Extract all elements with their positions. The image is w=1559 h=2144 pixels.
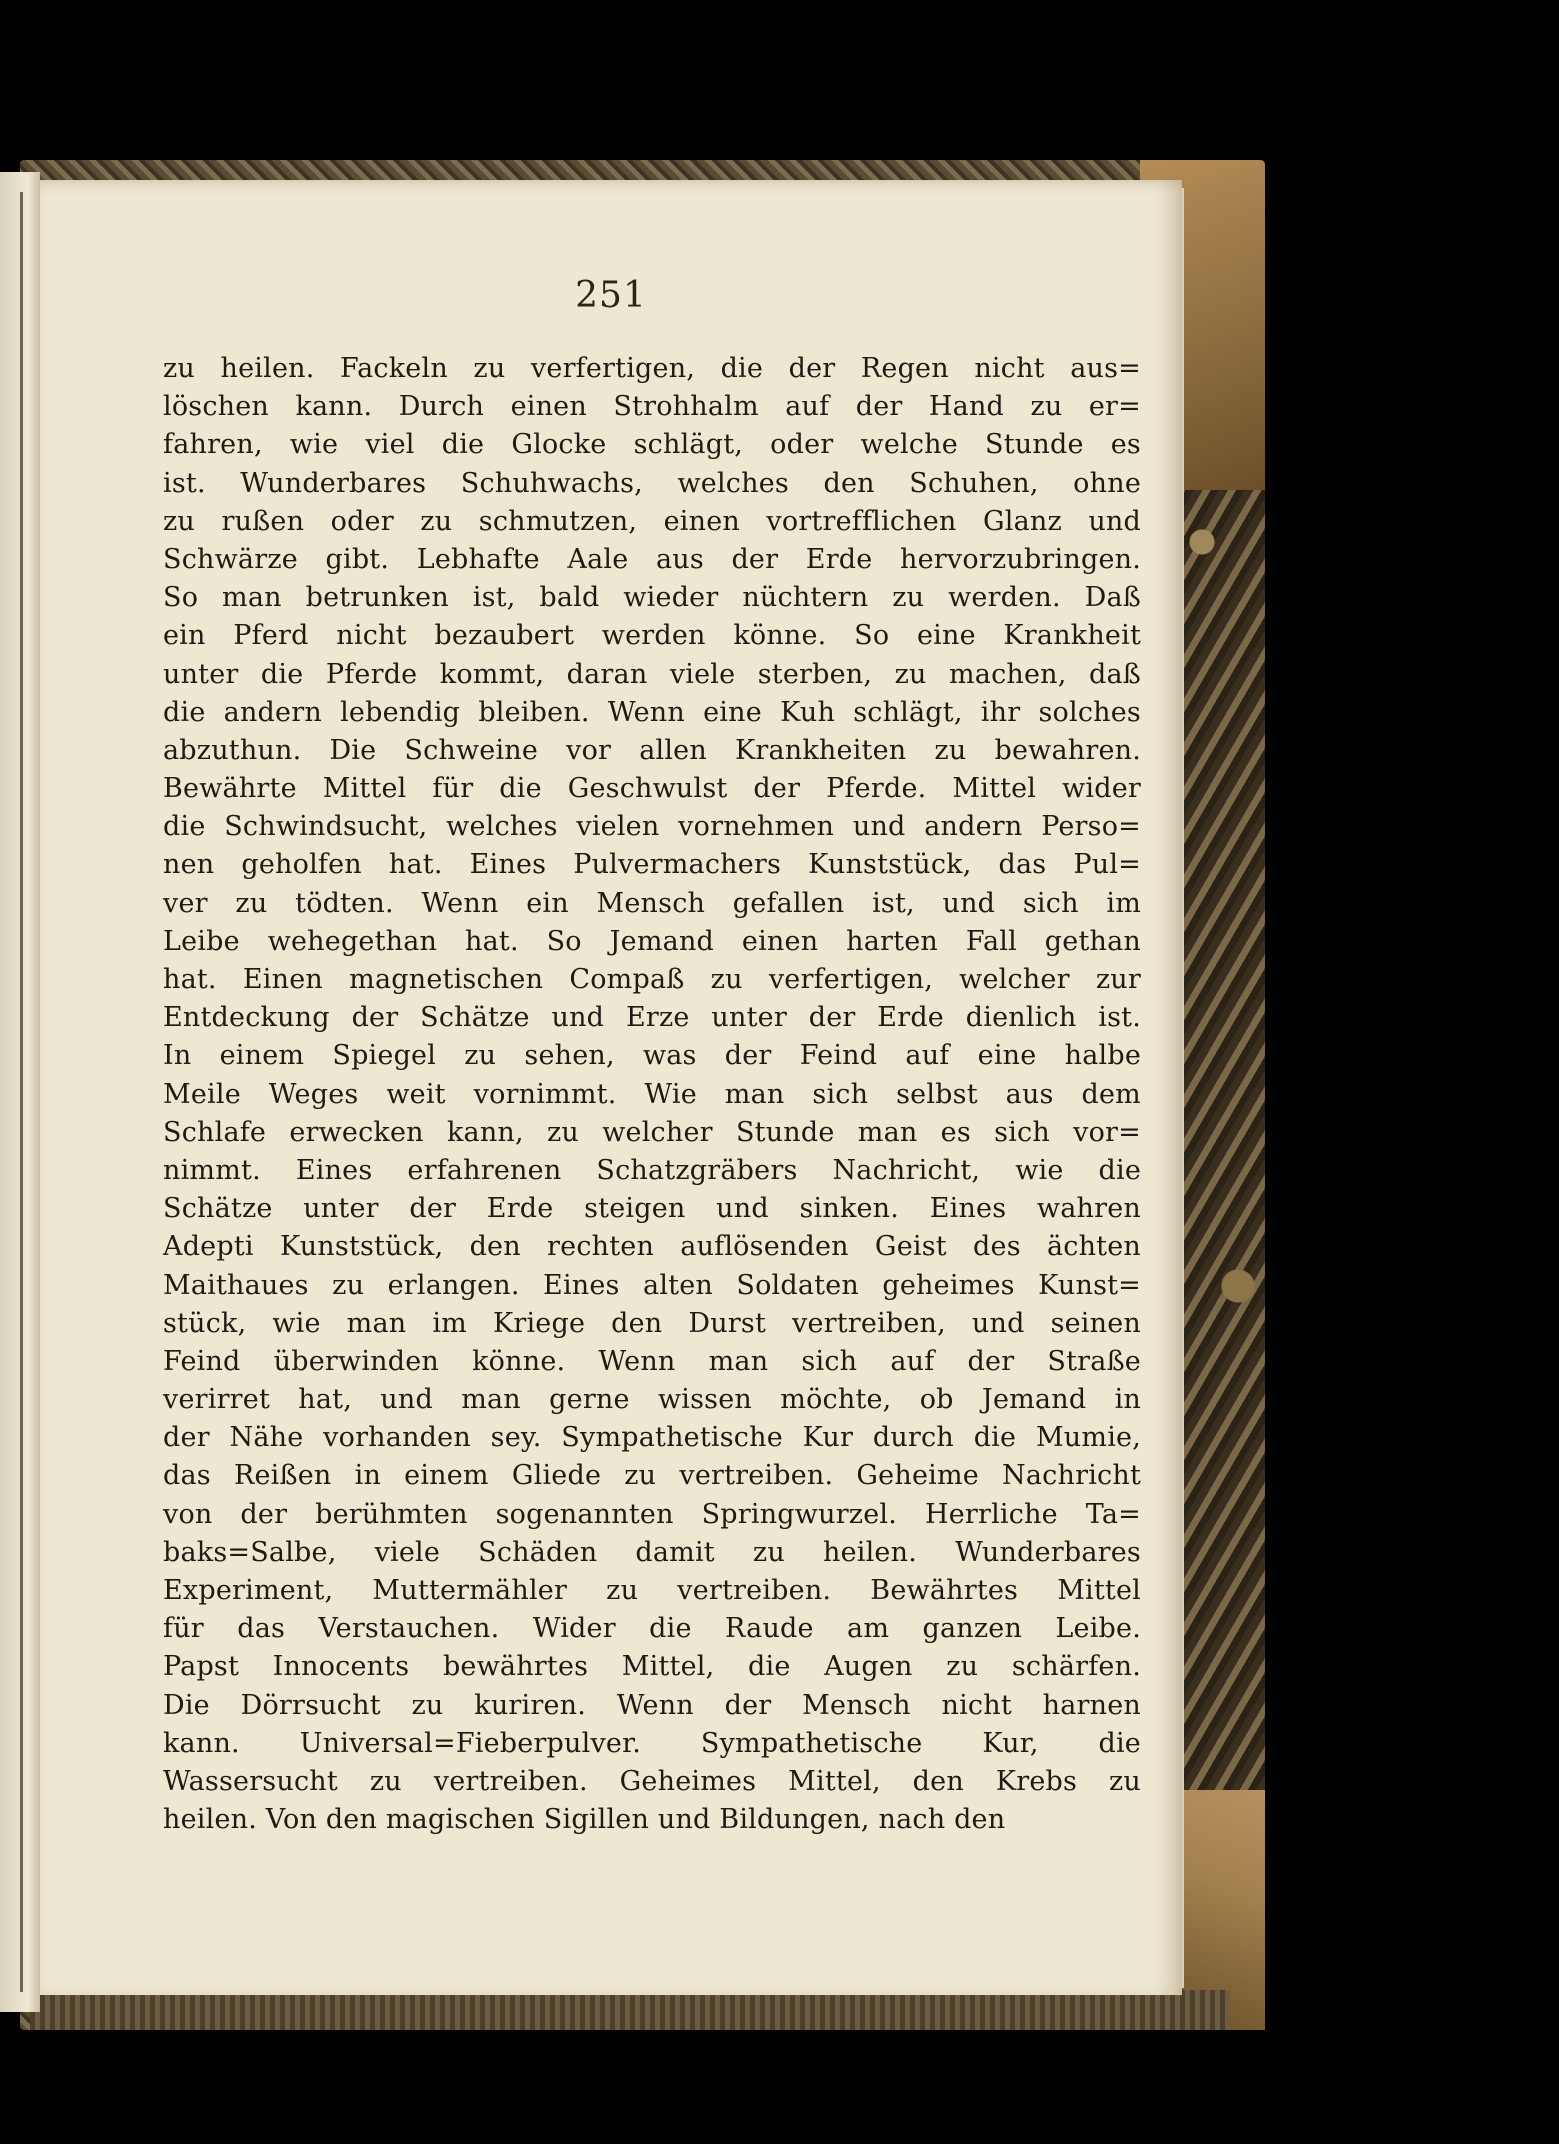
- text-line: löschen kann. Durch einen Strohhalm auf der Hand zu er=: [163, 391, 1141, 423]
- text-line: unter die Pferde kommt, daran viele sterben, zu machen, daß: [163, 658, 1141, 690]
- text-line: In einem Spiegel zu sehen, was der Feind auf eine halbe: [163, 1040, 1141, 1072]
- text-line: Meile Weges weit vornimmt. Wie man sich selbst aus dem: [163, 1078, 1141, 1110]
- text-line: hat. Einen magnetischen Compaß zu verfertigen, welcher zur: [163, 964, 1141, 995]
- text-line: ein Pferd nicht bezaubert werden könne. So eine Krankheit: [163, 620, 1141, 652]
- text-line: Schlafe erwecken kann, zu welcher Stunde man es sich vor=: [163, 1116, 1141, 1148]
- text-line: verirret hat, und man gerne wissen möchte, ob Jemand in: [163, 1384, 1141, 1416]
- cover-bottom-edge: [30, 1990, 1230, 2030]
- text-line: ver zu tödten. Wenn ein Mensch gefallen ist, und sich im: [163, 887, 1141, 919]
- text-line: Wassersucht zu vertreiben. Geheimes Mittel, den Krebs zu: [163, 1765, 1141, 1797]
- text-line: Die Dörrsucht zu kuriren. Wenn der Mensch nicht harnen: [163, 1689, 1141, 1721]
- text-line: Feind überwinden könne. Wenn man sich auf der Straße: [163, 1345, 1141, 1377]
- text-line: zu rußen oder zu schmutzen, einen vortrefflichen Glanz und: [163, 505, 1141, 537]
- page-number: 251: [575, 275, 647, 316]
- text-line: kann. Universal=Fieberpulver. Sympathetische Kur, die: [163, 1727, 1141, 1759]
- text-line: stück, wie man im Kriege den Durst vertreiben, und seinen: [163, 1307, 1141, 1339]
- text-line: Adepti Kunststück, den rechten auflösenden Geist des ächten: [163, 1231, 1141, 1263]
- text-line: Schätze unter der Erde steigen und sinken. Eines wahren: [163, 1193, 1141, 1225]
- text-line: die andern lebendig bleiben. Wenn eine Kuh schlägt, ihr solches: [163, 696, 1141, 728]
- text-line: für das Verstauchen. Wider die Raude am ganzen Leibe.: [163, 1613, 1141, 1645]
- text-line: fahren, wie viel die Glocke schlägt, oder welche Stunde es: [163, 429, 1141, 461]
- text-line: Leibe wehegethan hat. So Jemand einen harten Fall gethan: [163, 925, 1141, 957]
- text-line: Maithaues zu erlangen. Eines alten Soldaten geheimes Kunst=: [163, 1269, 1141, 1301]
- body-text: [163, 350, 1141, 1839]
- text-line: Schwärze gibt. Lebhafte Aale aus der Erde hervorzubringen.: [163, 543, 1141, 575]
- text-line: heilen. Von den magischen Sigillen und Bildungen, nach den: [163, 1804, 1006, 1836]
- text-line: Papst Innocents bewährtes Mittel, die Augen zu schärfen.: [163, 1651, 1141, 1683]
- text-line: nen geholfen hat. Eines Pulvermachers Kunststück, das Pul=: [163, 849, 1141, 881]
- text-line: von der berühmten sogenannten Springwurzel. Herrliche Ta=: [163, 1498, 1141, 1530]
- text-line: das Reißen in einem Gliede zu vertreiben. Geheime Nachricht: [163, 1460, 1141, 1492]
- text-line: zu heilen. Fackeln zu verfertigen, die der Regen nicht aus=: [163, 353, 1141, 384]
- text-line: abzuthun. Die Schweine vor allen Krankheiten zu bewahren.: [163, 734, 1141, 766]
- text-line: ist. Wunderbares Schuhwachs, welches den Schuhen, ohne: [163, 467, 1141, 499]
- text-line: Experiment, Muttermähler zu vertreiben. Bewährtes Mittel: [163, 1575, 1141, 1606]
- left-page-edge: [0, 172, 40, 2012]
- text-line: baks=Salbe, viele Schäden damit zu heilen. Wunderbares: [163, 1536, 1141, 1568]
- book-page: [40, 180, 1182, 1995]
- text-line: Bewährte Mittel für die Geschwulst der Pferde. Mittel wider: [163, 773, 1141, 805]
- text-line: die Schwindsucht, welches vielen vornehmen und andern Perso=: [163, 811, 1141, 843]
- text-line: nimmt. Eines erfahrenen Schatzgräbers Nachricht, wie die: [163, 1154, 1141, 1186]
- text-line: der Nähe vorhanden sey. Sympathetische Kur durch die Mumie,: [163, 1422, 1141, 1454]
- text-line: So man betrunken ist, bald wieder nüchtern zu werden. Daß: [163, 582, 1141, 614]
- text-line: Entdeckung der Schätze und Erze unter der Erde dienlich ist.: [163, 1002, 1141, 1034]
- binding-line: [20, 192, 23, 1992]
